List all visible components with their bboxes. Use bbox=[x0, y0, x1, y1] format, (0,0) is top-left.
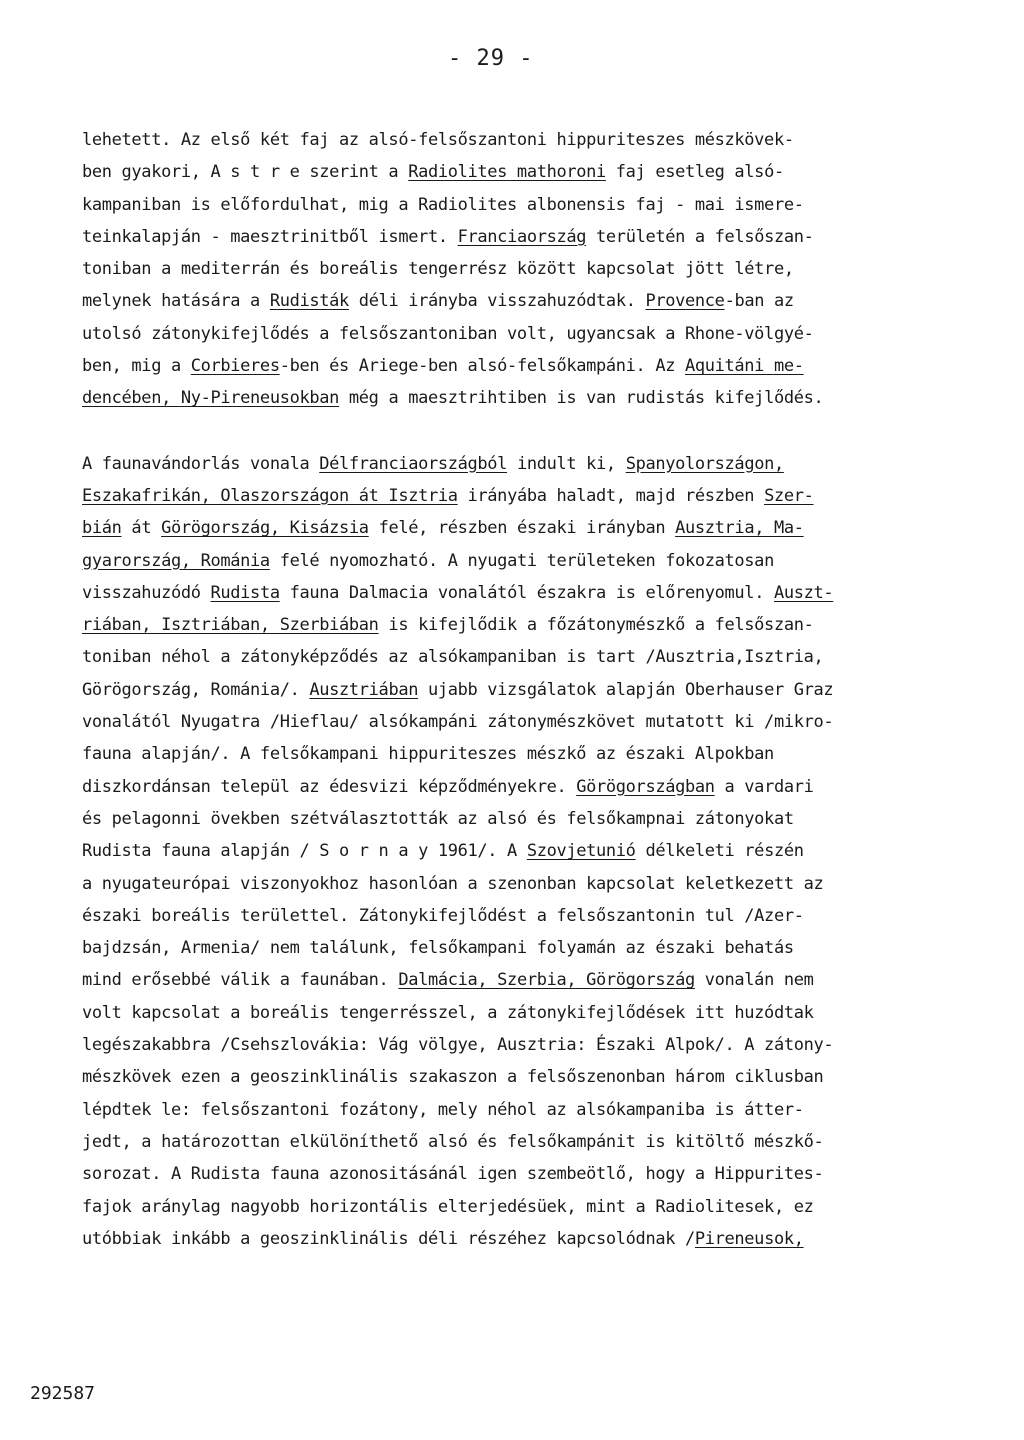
text-segment: mészkövek ezen a geoszinklinális szakaszon a felsőszenonban három ciklusban bbox=[82, 1067, 824, 1088]
text-line bbox=[82, 997, 962, 1029]
underlined-term: Görögországban bbox=[576, 776, 715, 797]
text-segment: is kifejlődik a főzátonymészkő a felsőszan- bbox=[378, 615, 814, 636]
text-segment: fajok aránylag nagyobb horizontális elterjedésüek, mint a Radiolitesek, ez bbox=[82, 1196, 814, 1217]
text-line bbox=[82, 156, 962, 188]
text-segment: a nyugateurópai viszonyokhoz hasonlóan a szenonban kapcsolat keletkezett az bbox=[82, 873, 824, 894]
text-line bbox=[82, 900, 962, 932]
underlined-term: Eszakafrikán, Olaszországon át Isztria bbox=[82, 485, 458, 506]
underlined-term: Rudista bbox=[210, 582, 280, 603]
text-line bbox=[82, 803, 962, 835]
text-segment: területén a felsőszan- bbox=[586, 226, 814, 247]
text-line bbox=[82, 609, 962, 641]
text-line bbox=[82, 221, 962, 253]
text-line bbox=[82, 480, 962, 512]
text-segment: bajdzsán, Armenia/ nem találunk, felsőkampani folyamán az északi behatás bbox=[82, 938, 794, 959]
text-segment: utolsó zátonykifejlődés a felsőszantoniban volt, ugyancsak a Rhone-völgyé- bbox=[82, 323, 814, 344]
text-segment: kampaniban is előfordulhat, mig a Radiolites albonensis faj - mai ismere- bbox=[82, 194, 804, 215]
text-segment: faj esetleg alsó- bbox=[605, 162, 784, 183]
text-line bbox=[82, 706, 962, 738]
document-body bbox=[82, 124, 962, 1255]
text-line bbox=[82, 382, 962, 414]
text-line bbox=[82, 285, 962, 317]
underlined-term: Rudisták bbox=[269, 291, 349, 312]
text-segment: -ban az bbox=[724, 291, 794, 312]
underlined-term: Dalmácia, Szerbia, Görögország bbox=[398, 970, 695, 991]
underlined-term: Aquitáni me- bbox=[684, 356, 804, 377]
text-segment: még a maesztrihtiben is van rudistás kifejlődés. bbox=[339, 388, 824, 409]
underlined-term: Délfranciaországból bbox=[319, 453, 508, 474]
page-number: - 29 - bbox=[448, 46, 534, 71]
underlined-term: Corbieres bbox=[190, 356, 280, 377]
text-segment: fauna alapján/. A felsőkampani hippuriteszes mészkő az északi Alpokban bbox=[82, 744, 774, 765]
text-segment: toniban a mediterrán és boreális tengerrész között kapcsolat jött létre, bbox=[82, 259, 794, 280]
underlined-term: Auszt- bbox=[773, 582, 834, 603]
text-line bbox=[82, 1029, 962, 1061]
text-segment: Rudista fauna alapján / S o r n a y 1961/. A bbox=[82, 841, 527, 862]
text-segment: utóbbiak inkább a geoszinklinális déli részéhez kapcsolódnak / bbox=[82, 1228, 695, 1249]
text-segment: toniban néhol a zátonyképződés az alsókampaniban is tart /Ausztria,Isztria, bbox=[82, 647, 824, 668]
text-line bbox=[82, 124, 962, 156]
text-segment: lépdtek le: felsőszantoni fozátony, mely néhol az alsókampaniba is átter- bbox=[82, 1099, 804, 1120]
text-segment: -ben és Ariege-ben alsó-felsőkampáni. Az bbox=[279, 356, 685, 377]
text-line bbox=[82, 545, 962, 577]
text-line bbox=[82, 674, 962, 706]
underlined-term: Radiolites mathoroni bbox=[408, 162, 606, 183]
text-segment: A faunavándorlás vonala bbox=[82, 453, 320, 474]
text-segment: és pelagonni övekben szétválasztották az alsó és felsőkampnai zátonyokat bbox=[82, 808, 794, 829]
underlined-term: Szer- bbox=[764, 485, 814, 506]
text-segment: ujabb vizsgálatok alapján Oberhauser Graz bbox=[418, 679, 834, 700]
text-line bbox=[82, 1061, 962, 1093]
text-segment: felé nyomozható. A nyugati területeken fokozatosan bbox=[269, 550, 774, 571]
text-segment: ben gyakori, A s t r e szerint a bbox=[82, 162, 409, 183]
text-segment: fauna Dalmacia vonalától északra is előrenyomul. bbox=[279, 582, 774, 603]
text-segment: indult ki, bbox=[507, 453, 626, 474]
text-line bbox=[82, 318, 962, 350]
underlined-term: dencében, Ny-Pireneusokban bbox=[82, 388, 340, 409]
underlined-term: riában, Isztriában, Szerbiában bbox=[82, 615, 379, 636]
text-segment: sorozat. A Rudista fauna azonositásánál igen szembeötlő, hogy a Hippurites- bbox=[82, 1164, 824, 1185]
text-line bbox=[82, 577, 962, 609]
text-segment: a vardari bbox=[714, 776, 814, 797]
text-line bbox=[82, 1158, 962, 1190]
underlined-term: Szovjetunió bbox=[526, 841, 636, 862]
underlined-term: Franciaország bbox=[457, 226, 587, 247]
text-line bbox=[82, 350, 962, 382]
text-line bbox=[82, 964, 962, 996]
underlined-term: Ausztria, Ma- bbox=[675, 518, 804, 539]
text-segment: felé, részben északi irányban bbox=[368, 518, 676, 539]
text-line bbox=[82, 771, 962, 803]
text-segment: diszkordánsan települ az édesvizi képződményekre. bbox=[82, 776, 577, 797]
underlined-term: Provence bbox=[645, 291, 725, 312]
text-line bbox=[82, 1094, 962, 1126]
archive-code: 292587 bbox=[30, 1383, 96, 1404]
text-segment: északi boreális területtel. Zátonykifejlődést a felsőszantonin tul /Azer- bbox=[82, 905, 804, 926]
text-segment: teinkalapján - maesztrinitből ismert. bbox=[82, 226, 458, 247]
text-line bbox=[82, 448, 962, 480]
underlined-term: bián bbox=[82, 518, 122, 539]
text-line bbox=[82, 1191, 962, 1223]
text-segment: visszahuzódó bbox=[82, 582, 211, 603]
text-segment: át bbox=[121, 518, 162, 539]
text-segment: melynek hatására a bbox=[82, 291, 270, 312]
text-segment: legészakabbra /Csehszlovákia: Vág völgye, Ausztria: Északi Alpok/. A zátony- bbox=[82, 1035, 834, 1056]
paragraph-gap bbox=[82, 415, 962, 448]
text-segment: vonalától Nyugatra /Hieflau/ alsókampáni zátonymészkövet mutatott ki /mikro- bbox=[82, 712, 834, 733]
text-line bbox=[82, 932, 962, 964]
text-line bbox=[82, 835, 962, 867]
text-line bbox=[82, 253, 962, 285]
text-segment: ben, mig a bbox=[82, 356, 191, 377]
text-line bbox=[82, 189, 962, 221]
text-line bbox=[82, 738, 962, 770]
text-segment: déli irányba visszahuzódtak. bbox=[348, 291, 646, 312]
underlined-term: Görögország, Kisázsia bbox=[161, 518, 369, 539]
text-segment: délkeleti részén bbox=[635, 841, 804, 862]
paragraph-1 bbox=[82, 124, 962, 415]
text-segment: volt kapcsolat a boreális tengerrésszel, a zátonykifejlődések itt huzódtak bbox=[82, 1002, 814, 1023]
text-line bbox=[82, 641, 962, 673]
text-line bbox=[82, 868, 962, 900]
underlined-term: Ausztriában bbox=[309, 679, 419, 700]
underlined-term: gyarország, Románia bbox=[82, 550, 270, 571]
text-line bbox=[82, 1126, 962, 1158]
text-segment: jedt, a határozottan elkülöníthető alsó és felsőkampánit is kitöltő mészkő- bbox=[82, 1131, 824, 1152]
underlined-term: Pireneusok, bbox=[694, 1228, 804, 1249]
text-segment: mind erősebbé válik a faunában. bbox=[82, 970, 399, 991]
paragraph-2 bbox=[82, 448, 962, 1255]
text-segment: vonalán nem bbox=[694, 970, 814, 991]
text-segment: Görögország, Románia/. bbox=[82, 679, 310, 700]
underlined-term: Spanyolországon, bbox=[625, 453, 784, 474]
text-line bbox=[82, 1223, 962, 1255]
text-segment: lehetett. Az első két faj az alsó-felsőszantoni hippuriteszes mészkövek- bbox=[82, 130, 794, 150]
text-line bbox=[82, 512, 962, 544]
text-segment: irányába haladt, majd részben bbox=[457, 485, 765, 506]
